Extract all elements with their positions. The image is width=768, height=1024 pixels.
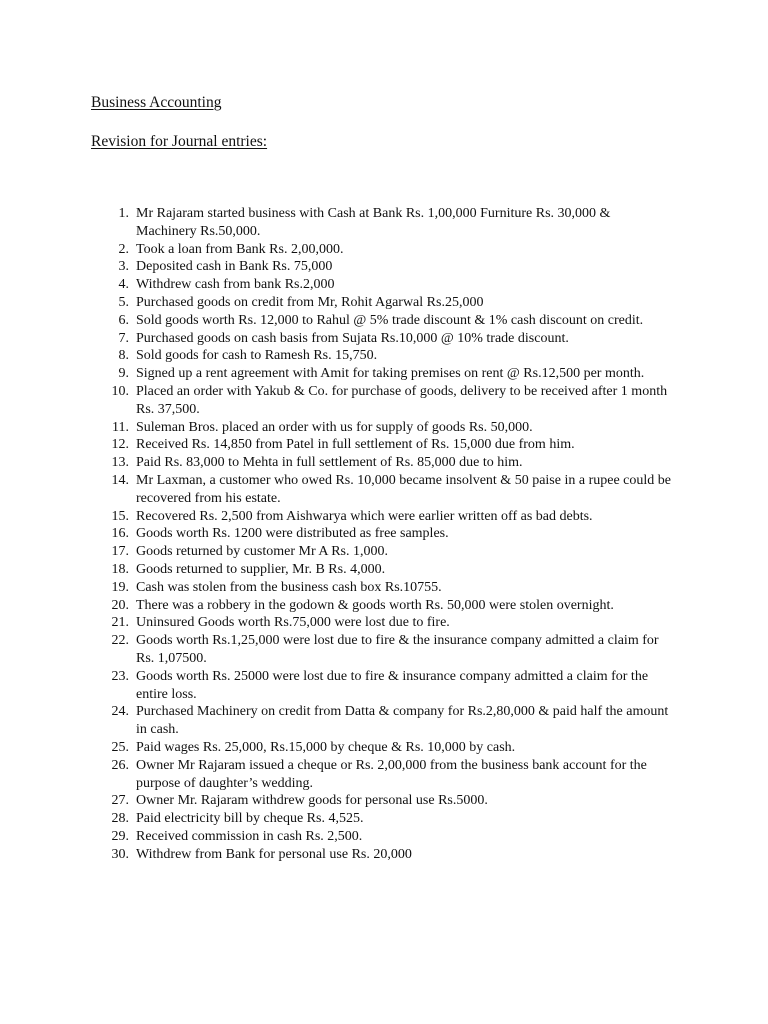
list-item-text: Owner Mr Rajaram issued a cheque or Rs. 2,00,000 from the business bank account for the purpose of daughter’s wedding.	[136, 757, 647, 791]
list-item	[102, 436, 672, 454]
list-item	[102, 561, 672, 579]
list-item-number: 28.	[111, 811, 129, 827]
list-item	[102, 810, 672, 828]
list-item-text: Goods worth Rs. 1200 were distributed as free samples.	[136, 526, 449, 542]
list-item-text: Sold goods for cash to Ramesh Rs. 15,750.	[136, 348, 378, 364]
list-item-number: 22.	[111, 633, 129, 649]
list-item	[102, 205, 672, 241]
list-item	[102, 472, 672, 508]
list-item-number: 20.	[111, 597, 129, 613]
list-item	[102, 525, 672, 543]
list-item-text: Received Rs. 14,850 from Patel in full settlement of Rs. 15,000 due from him.	[136, 437, 575, 453]
list-item-number: 25.	[111, 739, 129, 755]
list-item-text: Paid Rs. 83,000 to Mehta in full settlement of Rs. 85,000 due to him.	[136, 455, 523, 471]
list-item-number: 10.	[111, 383, 129, 399]
list-item-text: Sold goods worth Rs. 12,000 to Rahul @ 5% trade discount & 1% cash discount on credit.	[136, 312, 644, 328]
list-item-number: 9.	[118, 366, 129, 382]
list-item-number: 30.	[111, 846, 129, 862]
list-item-number: 17.	[111, 544, 129, 560]
list-item	[102, 454, 672, 472]
list-item-number: 19.	[111, 579, 129, 595]
list-item-text: Cash was stolen from the business cash box Rs.10755.	[136, 579, 442, 595]
list-item	[102, 632, 672, 668]
list-item	[102, 828, 672, 846]
list-item	[102, 792, 672, 810]
list-item-text: Goods returned by customer Mr A Rs. 1,000.	[136, 544, 388, 560]
list-item-number: 29.	[111, 828, 129, 844]
list-item-number: 26.	[111, 757, 129, 773]
list-item-text: Signed up a rent agreement with Amit for taking premises on rent @ Rs.12,500 per month.	[136, 366, 645, 382]
list-item	[102, 757, 672, 793]
list-item-text: Mr Laxman, a customer who owed Rs. 10,000 became insolvent & 50 paise in a rupee could be recovered from his estate.	[136, 472, 671, 506]
list-item-number: 13.	[111, 455, 129, 471]
list-item	[102, 383, 672, 419]
list-item-number: 11.	[112, 419, 129, 435]
list-item-number: 12.	[111, 437, 129, 453]
list-item-number: 14.	[111, 472, 129, 488]
list-item-number: 7.	[118, 330, 129, 346]
list-item-text: Goods returned to supplier, Mr. B Rs. 4,000.	[136, 561, 386, 577]
list-item	[102, 597, 672, 615]
list-item	[102, 668, 672, 704]
list-item-text: Purchased Machinery on credit from Datta & company for Rs.2,80,000 & paid half the amount in cash.	[136, 704, 669, 738]
document-title: Business Accounting	[91, 94, 222, 111]
list-item	[102, 330, 672, 348]
list-item-number: 24.	[111, 704, 129, 720]
list-item-number: 8.	[118, 348, 129, 364]
list-item-text: Recovered Rs. 2,500 from Aishwarya which were earlier written off as bad debts.	[136, 508, 593, 524]
list-item-text: Purchased goods on cash basis from Sujata Rs.10,000 @ 10% trade discount.	[136, 330, 569, 346]
list-item	[102, 846, 672, 864]
list-item-text: Withdrew from Bank for personal use Rs. 20,000	[136, 846, 412, 862]
list-item	[102, 543, 672, 561]
list-item	[102, 419, 672, 437]
list-item-number: 15.	[111, 508, 129, 524]
list-item	[102, 312, 672, 330]
list-item-text: Goods worth Rs.1,25,000 were lost due to fire & the insurance company admitted a claim for Rs. 1,07500.	[136, 633, 659, 666]
list-item	[102, 258, 672, 276]
list-item-number: 3.	[118, 259, 129, 275]
list-item-number: 27.	[111, 793, 129, 809]
list-item-text: Goods worth Rs. 25000 were lost due to fire & insurance company admitted a claim for the entire loss.	[136, 668, 649, 702]
list-item-text: Uninsured Goods worth Rs.75,000 were lost due to fire.	[136, 615, 450, 631]
list-item-number: 2.	[118, 241, 129, 257]
list-item-number: 1.	[118, 206, 129, 221]
list-item-text: Purchased goods on credit from Mr, Rohit Agarwal Rs.25,000	[136, 294, 484, 310]
document-subtitle: Revision for Journal entries:	[91, 133, 268, 150]
list-item	[102, 614, 672, 632]
list-item-text: Paid wages Rs. 25,000, Rs.15,000 by cheque & Rs. 10,000 by cash.	[136, 739, 516, 755]
list-item-number: 21.	[111, 615, 129, 631]
list-item-number: 6.	[118, 312, 129, 328]
list-item	[102, 739, 672, 757]
list-item	[102, 276, 672, 294]
list-item-text: Deposited cash in Bank Rs. 75,000	[136, 259, 333, 275]
list-item	[102, 347, 672, 365]
list-item-text: Took a loan from Bank Rs. 2,00,000.	[136, 241, 344, 257]
list-item	[102, 703, 672, 739]
list-item-number: 5.	[118, 294, 129, 310]
list-item-text: Suleman Bros. placed an order with us for supply of goods Rs. 50,000.	[136, 419, 533, 435]
list-item-number: 4.	[118, 277, 129, 293]
list-item-text: Owner Mr. Rajaram withdrew goods for personal use Rs.5000.	[136, 793, 488, 809]
list-item-text: There was a robbery in the godown & goods worth Rs. 50,000 were stolen overnight.	[136, 597, 614, 613]
list-item	[102, 365, 672, 383]
list-item	[102, 241, 672, 259]
list-item-text: Withdrew cash from bank Rs.2,000	[136, 277, 335, 293]
list-item-text: Mr Rajaram started business with Cash at Bank Rs. 1,00,000 Furniture Rs. 30,000 & Machinery Rs.50,000.	[136, 206, 611, 239]
list-item-number: 16.	[111, 526, 129, 542]
list-item-text: Received commission in cash Rs. 2,500.	[136, 828, 363, 844]
journal-entries-list	[102, 205, 672, 863]
list-item	[102, 508, 672, 526]
list-item-number: 18.	[111, 561, 129, 577]
list-item	[102, 294, 672, 312]
list-item-text: Placed an order with Yakub & Co. for purchase of goods, delivery to be received after 1 month Rs. 37,500.	[136, 383, 668, 417]
list-item	[102, 579, 672, 597]
list-item-number: 23.	[111, 668, 129, 684]
list-item-text: Paid electricity bill by cheque Rs. 4,525.	[136, 811, 364, 827]
